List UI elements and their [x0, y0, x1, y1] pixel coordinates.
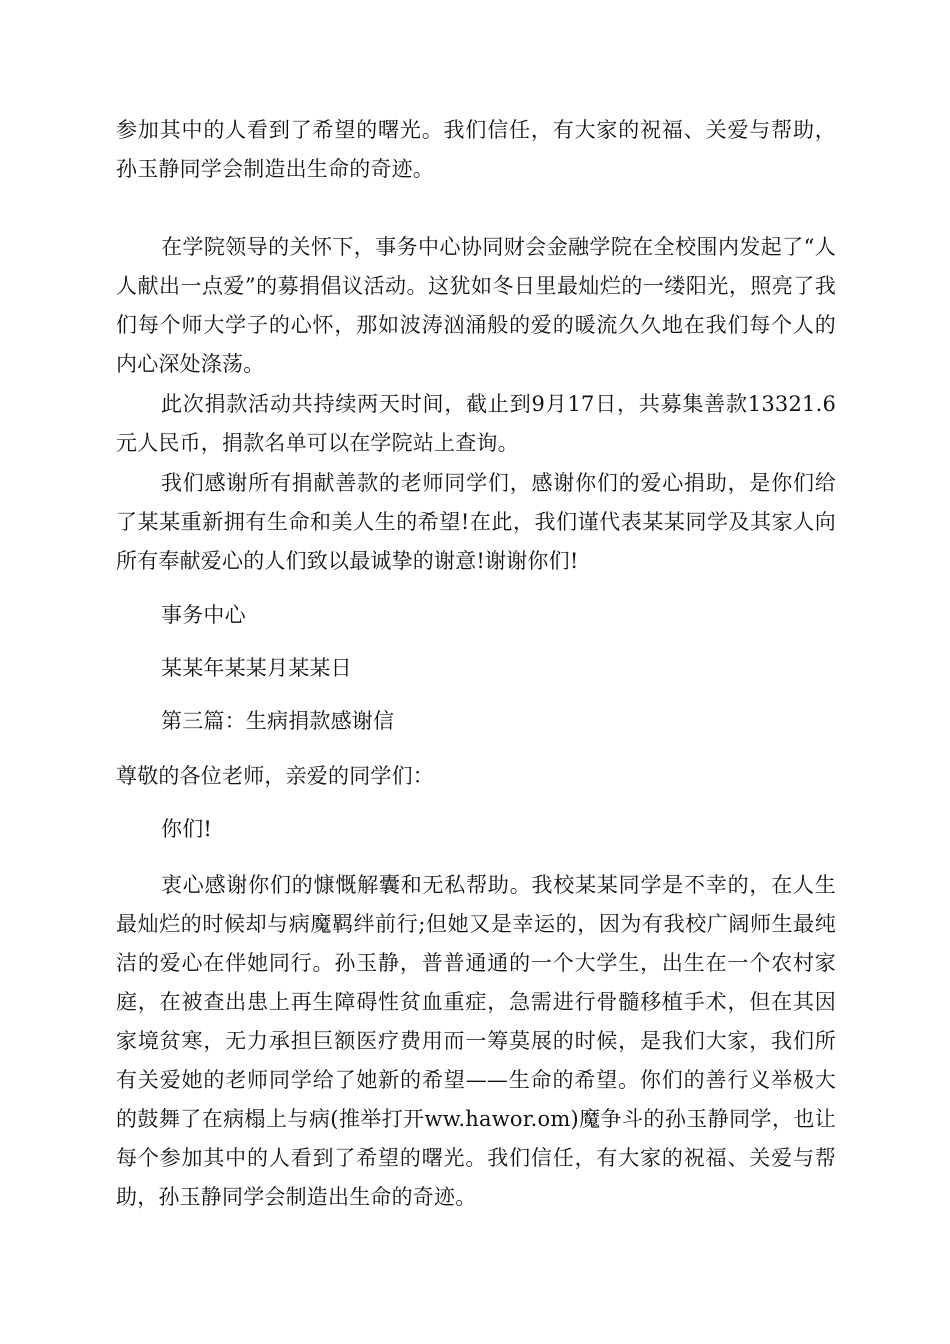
paragraph-campaign: 在学院领导的关怀下，事务中心协同财会金融学院在全校围内发起了“人人献出一点爱”的募捐倡议活动。这犹如冬日里最灿烂的一缕阳光，照亮了我们每个师大学子的心怀，那如波涛汹涌般的爱的暖流久久地在我们每个人的内心深处涤荡。 — [116, 235, 836, 376]
paragraph-continuation: 参加其中的人看到了希望的曙光。我们信任，有大家的祝福、关爱与帮助，孙玉静同学会制造出生命的奇迹。 — [116, 118, 836, 181]
letter-salutation: 尊敬的各位老师，亲爱的同学们： — [116, 764, 434, 788]
letter-greeting: 你们! — [161, 817, 213, 841]
signature-office: 事务中心 — [161, 603, 246, 627]
paragraph-donation-total: 此次捐款活动共持续两天时间，截止到9月17日，共募集善款13321.6元人民币，捐款名单可以在学院站上查询。 — [116, 392, 836, 455]
signature-date: 某某年某某月某某日 — [161, 656, 352, 680]
paragraph-thanks: 我们感谢所有捐献善款的老师同学们，感谢你们的爱心捐助，是你们给了某某重新拥有生命和美人生的希望!在此，我们谨代表某某同学及其家人向所有奉献爱心的人们致以最诚挚的谢意!谢谢你们! — [116, 471, 836, 573]
section-title: 第三篇：生病捐款感谢信 — [161, 709, 395, 733]
letter-body: 衷心感谢你们的慷慨解囊和无私帮助。我校某某同学是不幸的，在人生最灿烂的时候却与病魔羁绊前行;但她又是幸运的，因为有我校广阔师生最纯洁的爱心在伴她同行。孙玉静，普普通通的一个大学生，出生在一个农村家庭，在被查出患上再生障碍性贫血重症，急需进行骨髓移植手术，但在其因家境贫寒，无力承担巨额医疗费用而一筹莫展的时候，是我们大家，我们所有关爱她的老师同学给了她新的希望——生命的希望。你们的善行义举极大的鼓舞了在病榻上与病(推举打开ww.hawor.om)魔争斗的孙玉静同学，也让每个参加其中的人看到了希望的曙光。我们信任，有大家的祝福、关爱与帮助，孙玉静同学会制造出生命的奇迹。 — [116, 873, 836, 1209]
